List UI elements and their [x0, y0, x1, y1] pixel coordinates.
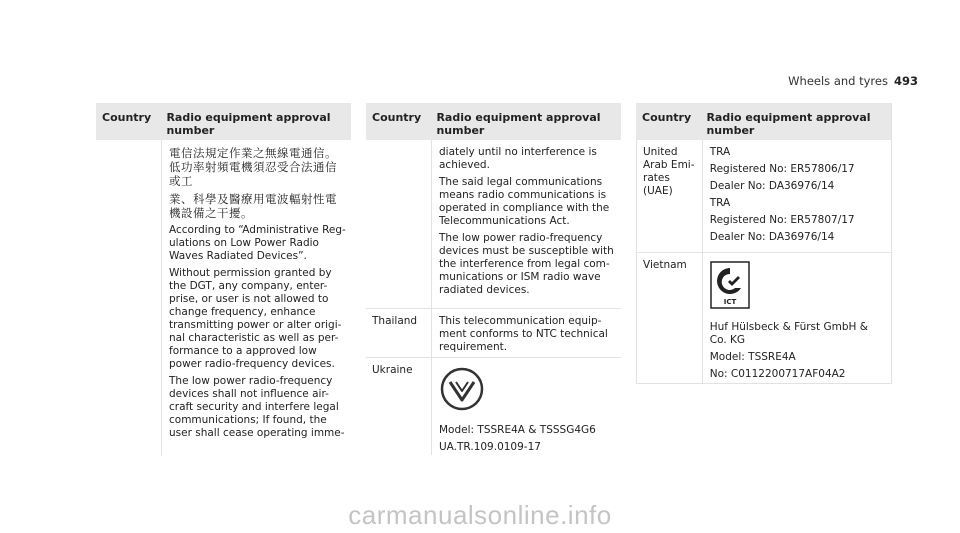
- table-header: [366, 103, 621, 140]
- approval-column-header: Radio equipment approval number: [436, 111, 601, 137]
- ukraine-certificate: UA.TR.109.0109-17: [439, 441, 541, 453]
- country-cell: [96, 140, 162, 455]
- approval-text: TRA: [709, 197, 731, 209]
- table-row: [366, 309, 621, 358]
- country-cell: [366, 140, 432, 308]
- ukraine-conformity-mark-icon: [439, 366, 617, 416]
- table-row: [366, 140, 621, 309]
- table-row: [636, 253, 891, 384]
- country-cell: Ukraine: [366, 358, 432, 455]
- vietnam-manufacturer: Huf Hülsbeck & Fürst GmbH & Co. KG: [709, 321, 868, 346]
- approval-text: Dealer No: DA36976/14: [709, 231, 835, 243]
- approval-text: diately until no interference is achieved.: [439, 146, 597, 171]
- page-number: 493: [893, 74, 918, 88]
- approval-cell: [162, 140, 351, 455]
- approval-text: TRA: [709, 146, 731, 158]
- watermark: carmanualsonline.info: [348, 500, 612, 530]
- approval-table-1: [96, 103, 351, 455]
- approval-cell: [432, 140, 621, 308]
- country-cell: Vietnam: [637, 253, 703, 383]
- approval-column-header: Radio equipment approval number: [706, 111, 871, 137]
- page-header: [788, 74, 918, 88]
- approval-cell: [432, 309, 621, 357]
- approval-cell: [703, 253, 891, 383]
- country-column-header: Country: [372, 111, 422, 124]
- ukraine-model: Model: TSSRE4A & TSSSG4G6: [439, 424, 596, 436]
- approval-table-2: [366, 103, 621, 455]
- approval-text: This telecommunication equip-ment conforms to NTC technical requirement.: [439, 315, 608, 353]
- vietnam-ict-mark-icon: [710, 261, 887, 313]
- taiwan-notice-chinese-2: 業、科學及醫療用電波輻射性電機設備之干擾。: [169, 192, 337, 220]
- section-title: Wheels and tyres: [788, 74, 888, 88]
- approval-text: Registered No: ER57807/17: [709, 214, 855, 226]
- taiwan-notice-english-2: Without permission granted by the DGT, any company, enter-prise, or user is not allowed to change frequency, enhance transmitting power or alter origi-nal characteristic as well as per-formance to a approved low power radio-frequency devices.: [169, 267, 342, 370]
- vietnam-number: No: C0112200717AF04A2: [709, 368, 846, 380]
- approval-cell: [703, 140, 891, 252]
- approval-text: Dealer No: DA36976/14: [709, 180, 835, 192]
- table-header: [96, 103, 351, 140]
- taiwan-notice-english-3: The low power radio-frequency devices shall not influence air-craft security and interfere legal communications; If found, the user shall cease operating imme-: [169, 375, 345, 439]
- approval-text: Registered No: ER57806/17: [709, 163, 855, 175]
- country-cell: United Arab Emi-rates (UAE): [637, 140, 703, 252]
- country-column-header: Country: [102, 111, 152, 124]
- vietnam-model: Model: TSSRE4A: [709, 351, 796, 363]
- table-row: [366, 358, 621, 455]
- approval-table-3: [636, 103, 892, 384]
- approval-text: The low power radio-frequency devices must be susceptible with the interference from legal com-munications or ISM radio wave radiated devices.: [439, 232, 614, 296]
- country-cell: Thailand: [366, 309, 432, 357]
- table-row: [636, 140, 891, 253]
- approval-cell: [432, 358, 621, 455]
- taiwan-notice-chinese-1: 電信法規定作業之無線電通信。低功率射頻電機須忍受合法通信或工: [169, 146, 337, 188]
- taiwan-notice-english-1: According to “Administrative Reg-ulations on Low Power Radio Waves Radiated Devices”.: [169, 224, 346, 262]
- table-row: [96, 140, 351, 455]
- approval-column-header: Radio equipment approval number: [166, 111, 331, 137]
- table-header: [636, 103, 891, 140]
- country-column-header: Country: [642, 111, 692, 124]
- approval-text: The said legal communications means radio communications is operated in compliance with the Telecommunications Act.: [439, 176, 610, 227]
- ict-logo-text: ICT: [723, 298, 737, 306]
